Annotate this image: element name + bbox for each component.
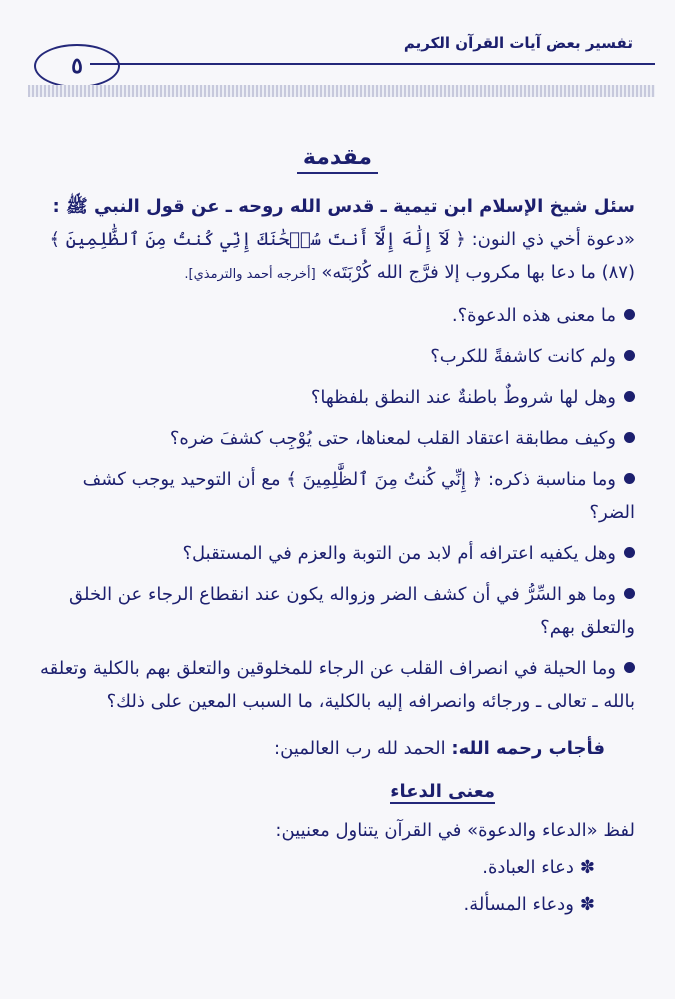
header-rule [90,63,655,65]
quran-quote: ﴿ لَآ إِلَٰهَ إِلَّآ أَنتَ سُبۡحَٰنَكَ إِنِّي كُنتُ مِنَ ٱلظَّٰلِمِينَ ﴾ [49,229,466,250]
page-content [40,140,635,921]
verse-number: ٨٧ [608,262,628,283]
definition-line: لفظ «الدعاء والدعوة» في القرآن يتناول معنيين: [275,820,635,841]
section-title: مقدمة [40,140,635,176]
bullet-dot-icon [624,309,635,320]
question-item: وما مناسبة ذكره: ﴿ إِنِّي كُنتُ مِنَ ٱلظَّٰلِمِينَ ﴾ مع أن التوحيد يوجب كشف الضر؟ [82,469,635,523]
answer-lead: فأجاب رحمه الله: [451,738,605,759]
question-item: وكيف مطابقة اعتقاد القلب لمعناها، حتى يُوْجِب كشفَ ضره؟ [40,422,635,455]
page-number: ٥ [34,44,120,88]
question-item: ولم كانت كاشفةً للكرب؟ [40,340,635,373]
answer-line [40,732,635,765]
hadith-paragraph: «دعوة أخي ذي النون: ﴿ لَآ إِلَٰهَ إِلَّآ أَنتَ سُبۡحَٰنَكَ إِنِّي كُنتُ مِنَ ٱلظَّٰلِمِينَ ﴾ (٨٧) ما دعا بها مكروب إلا فرَّج الله كُرْبَتَه» [أخرجه أحمد والترمذي]. [49,229,635,283]
question-item: وما هو السِّرُّ في أن كشف الضر وزواله يكون عند انقطاع الرجاء عن الخلق والتعلق بهم؟ [69,584,635,638]
question-intro: سئل شيخ الإسلام ابن تيمية ـ قدس الله روحه ـ عن قول النبي ﷺ : [52,196,635,217]
bullet-dot-icon [624,662,635,673]
bullet-dot-icon [624,588,635,599]
meaning-item: ✽دعاء العبادة. [482,857,595,878]
subsection-title: معنى الدعاء [390,781,495,802]
meaning-item: ✽ودعاء المسألة. [463,894,595,915]
bullet-dot-icon [624,432,635,443]
bullet-dot-icon [624,547,635,558]
question-item: وما الحيلة في انصراف القلب عن الرجاء للمخلوقين والتعلق بهم بالكلية وتعلقه بالله ـ تعالى ـ ورجائه وانصرافه إليه بالكلية، ما السبب المعين على ذلك؟ [40,658,635,712]
bullet-dot-icon [624,350,635,361]
bullet-dot-icon [624,391,635,402]
page-header [20,30,655,100]
hadith-reference: [أخرجه أحمد والترمذي]. [184,267,316,282]
question-item: ما معنى هذه الدعوة؟. [40,299,635,332]
book-title: تفسير بعض آيات القرآن الكريم [403,34,633,52]
question-item: وهل يكفيه اعترافه أم لابد من التوبة والعزم في المستقبل؟ [40,537,635,570]
header-band [28,85,655,97]
asterisk-icon: ✽ [579,894,595,915]
hadith-start: «دعوة أخي ذي النون: [471,229,635,250]
answer-text: الحمد لله رب العالمين: [274,738,446,759]
hadith-end: ما دعا بها مكروب إلا فرَّج الله كُرْبَتَه» [321,262,596,283]
asterisk-icon: ✽ [579,857,595,878]
question-item: وهل لها شروطٌ باطنةٌ عند النطق بلفظها؟ [40,381,635,414]
bullet-dot-icon [624,473,635,484]
